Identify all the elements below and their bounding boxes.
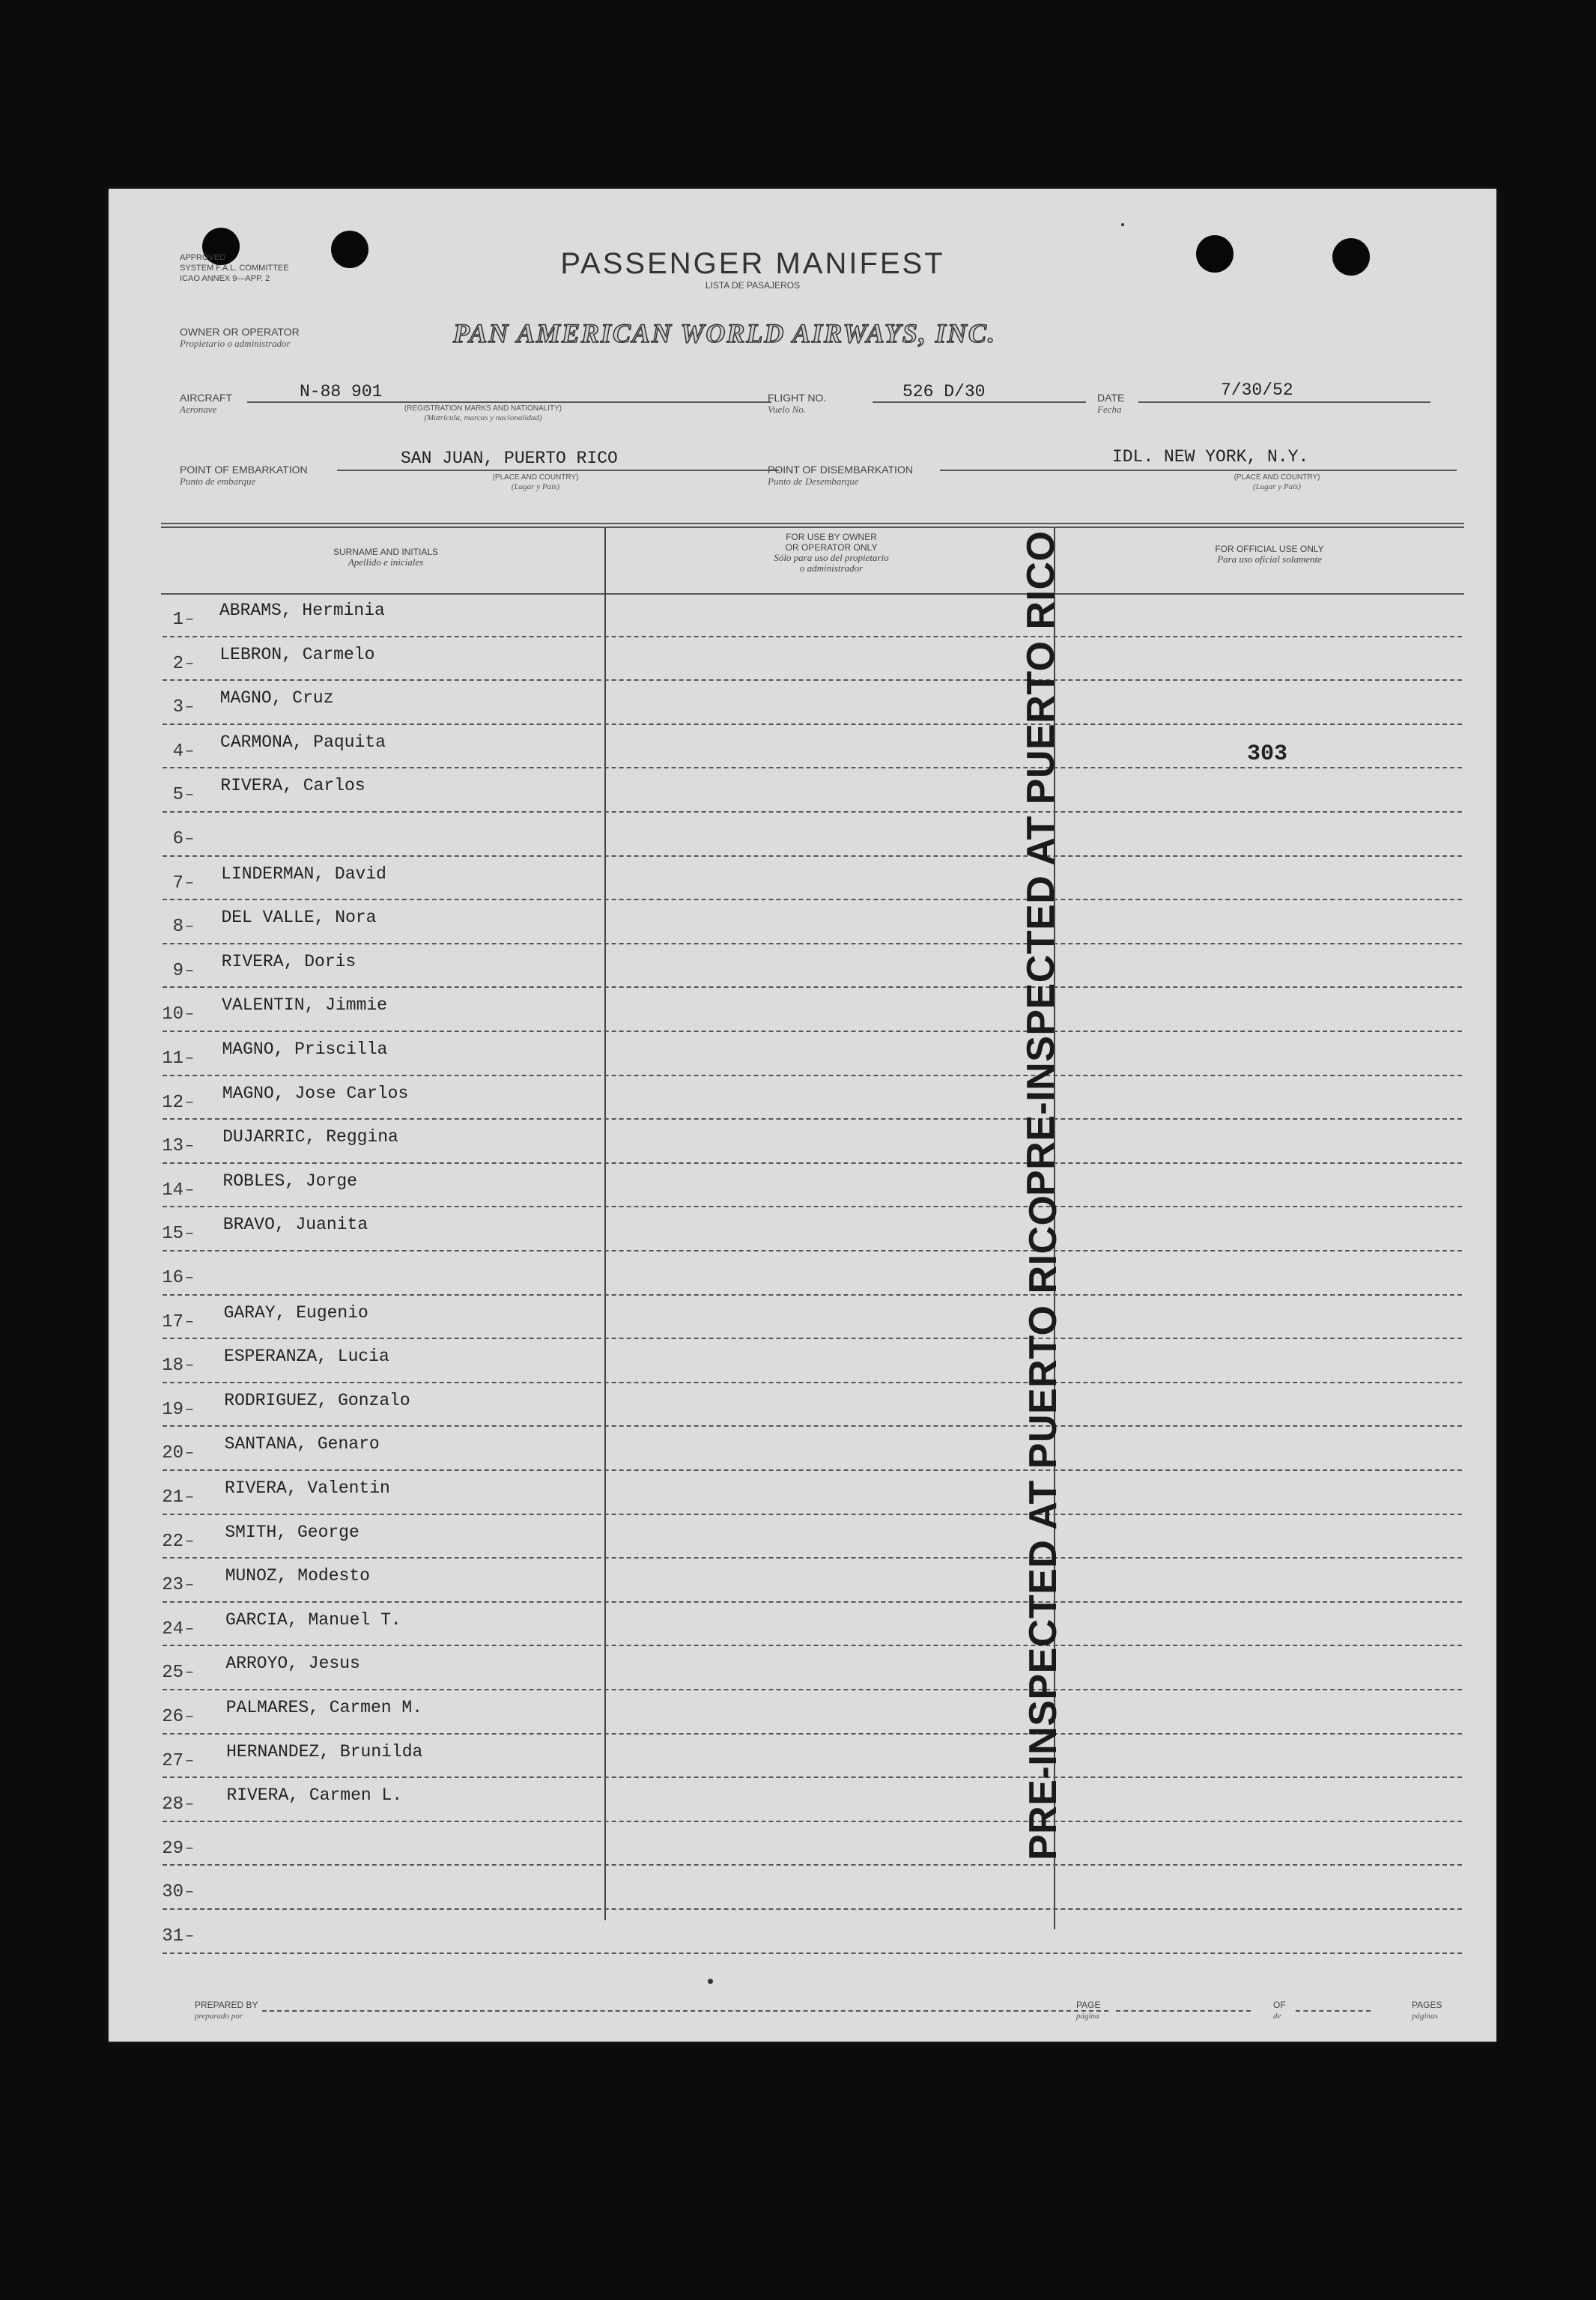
- passenger-name: RODRIGUEZ, Gonzalo: [224, 1390, 410, 1410]
- aircraft-label-es: Aeronave: [180, 404, 217, 415]
- row-number: 29: [162, 1838, 183, 1859]
- row-number: 18: [162, 1356, 183, 1377]
- owner-use-header-2: OR OPERATOR ONLY: [785, 542, 878, 553]
- row-number: 31: [162, 1926, 183, 1946]
- row-rule: [163, 1031, 1462, 1032]
- row-number-dash: –: [185, 786, 195, 804]
- row-number-dash: –: [185, 1796, 195, 1814]
- owner-label: [180, 327, 300, 349]
- row-number-dash: –: [185, 1357, 195, 1375]
- passenger-name: RIVERA, Carmen L.: [226, 1785, 403, 1806]
- row-rule: [163, 1075, 1462, 1076]
- official-column-header: [1060, 544, 1479, 565]
- row-number-dash: –: [185, 611, 195, 628]
- passenger-name: SMITH, George: [225, 1522, 359, 1542]
- disembarkation-label: [768, 464, 913, 487]
- row-number: 9: [172, 960, 183, 981]
- passenger-name: LINDERMAN, David: [221, 864, 386, 884]
- passenger-name: HERNANDEZ, Brunilda: [226, 1741, 423, 1762]
- row-rule: [163, 679, 1462, 681]
- row-number-dash: –: [185, 962, 195, 980]
- passenger-name: RIVERA, Doris: [221, 951, 356, 971]
- table-top-rule: [161, 523, 1464, 524]
- row-number-dash: –: [185, 1577, 195, 1594]
- row-number: 4: [172, 741, 183, 762]
- owner-label-es: Propietario o administrador: [180, 338, 291, 349]
- approval-line-1: APPROVED: [180, 253, 226, 262]
- passenger-name: GARCIA, Manuel T.: [225, 1609, 401, 1630]
- row-number: 10: [162, 1004, 183, 1025]
- owner-use-header-es-2: o administrador: [799, 562, 864, 574]
- official-header-en: FOR OFFICIAL USE ONLY: [1215, 544, 1324, 554]
- pre-inspected-stamp-1: PRE-INSPECTED AT PUERTO RICO: [1019, 530, 1063, 1196]
- row-number-dash: –: [185, 655, 195, 673]
- row-rule: [163, 723, 1462, 725]
- owner-use-header-es-1: Sólo para uso del propietario: [774, 552, 889, 563]
- punch-hole: [331, 231, 368, 268]
- owner-use-header-1: FOR USE BY OWNER: [786, 532, 877, 542]
- row-rule: [163, 1425, 1462, 1427]
- row-number-dash: –: [185, 1225, 195, 1243]
- row-rule: [163, 1645, 1462, 1646]
- row-number-dash: –: [185, 1489, 195, 1506]
- row-number: 12: [162, 1092, 183, 1113]
- row-number-dash: –: [185, 699, 195, 717]
- flight-label: [768, 392, 826, 415]
- row-rule: [163, 1601, 1462, 1603]
- row-rule: [163, 1514, 1462, 1515]
- prepared-by-line: [262, 2010, 1108, 2012]
- row-rule: [163, 1733, 1462, 1735]
- page-label-es: página: [1076, 2012, 1099, 2021]
- row-number: 24: [162, 1618, 183, 1639]
- row-number: 20: [162, 1443, 183, 1464]
- row-number-dash: –: [185, 1093, 195, 1111]
- of-line: [1296, 2010, 1371, 2012]
- row-rule: [163, 855, 1462, 857]
- aircraft-underline: [247, 401, 771, 403]
- row-number: 6: [172, 829, 183, 849]
- row-number: 25: [162, 1663, 183, 1684]
- flight-value: 526 D/30: [902, 382, 986, 401]
- row-rule: [163, 1821, 1462, 1822]
- row-rule: [163, 1776, 1462, 1778]
- row-rule: [163, 811, 1462, 813]
- punch-hole: [1196, 235, 1234, 273]
- row-rule: [163, 1338, 1462, 1339]
- table-header-rule: [161, 593, 1464, 595]
- page-label-en: PAGE: [1076, 2000, 1101, 2010]
- row-rule: [163, 943, 1462, 944]
- row-rule: [163, 1469, 1462, 1471]
- row-number: 15: [162, 1224, 183, 1245]
- passenger-name: MUNOZ, Modesto: [225, 1566, 370, 1586]
- embarkation-caption-es: (Lugar y País): [511, 482, 560, 491]
- passenger-name: PALMARES, Carmen M.: [225, 1698, 422, 1717]
- row-rule: [163, 1952, 1462, 1954]
- pre-inspected-stamp-2: PRE-INSPECTED AT PUERTO RICO: [1022, 1195, 1065, 1860]
- row-number-dash: –: [185, 874, 195, 892]
- page-line: [1116, 2010, 1251, 2012]
- row-rule: [163, 636, 1462, 637]
- disembarkation-caption: [1187, 473, 1367, 491]
- row-number-dash: –: [185, 1269, 195, 1287]
- aircraft-caption-en: (REGISTRATION MARKS AND NATIONALITY): [404, 404, 562, 413]
- passenger-name: ESPERANZA, Lucia: [223, 1347, 389, 1367]
- row-number-dash: –: [185, 831, 195, 848]
- page-label: [1076, 2000, 1100, 2022]
- passenger-name: MAGNO, Jose Carlos: [222, 1083, 409, 1103]
- disembarkation-label-es: Punto de Desembarque: [768, 476, 859, 487]
- prepared-by-en: PREPARED BY: [195, 2000, 258, 2010]
- row-number-dash: –: [185, 1401, 195, 1418]
- passenger-name: RIVERA, Carlos: [220, 776, 365, 796]
- row-rule: [163, 1162, 1462, 1164]
- aircraft-caption: [371, 404, 595, 422]
- pages-label: [1412, 2000, 1442, 2022]
- date-label-es: Fecha: [1097, 404, 1122, 415]
- row-number: 17: [162, 1311, 183, 1332]
- embarkation-caption: [446, 473, 625, 491]
- official-note: 303: [1247, 741, 1288, 767]
- row-number: 21: [162, 1487, 183, 1508]
- row-number: 3: [172, 697, 183, 718]
- owner-value: PAN AMERICAN WORLD AIRWAYS, INC.: [453, 318, 996, 348]
- passenger-name: CARMONA, Paquita: [220, 732, 386, 752]
- embarkation-label-es: Punto de embarque: [180, 476, 256, 487]
- flight-label-es: Vuelo No.: [768, 404, 807, 415]
- row-rule: [163, 1908, 1462, 1910]
- row-number: 13: [162, 1136, 183, 1157]
- passenger-name: DEL VALLE, Nora: [221, 908, 377, 928]
- row-number: 22: [162, 1531, 183, 1552]
- row-number: 28: [162, 1794, 183, 1815]
- row-rule: [163, 767, 1462, 768]
- row-number-dash: –: [185, 1708, 195, 1726]
- owner-label-en: OWNER OR OPERATOR: [180, 326, 300, 338]
- row-number-dash: –: [185, 1050, 195, 1067]
- row-number: 2: [172, 653, 183, 674]
- row-rule: [163, 1864, 1462, 1866]
- disembarkation-caption-en: (PLACE AND COUNTRY): [1234, 473, 1320, 482]
- row-number: 5: [172, 785, 183, 806]
- row-number-dash: –: [185, 1928, 195, 1945]
- prepared-by-label: [195, 2000, 258, 2022]
- approval-line-2: SYSTEM F.A.L. COMMITTEE: [180, 264, 289, 273]
- row-number-dash: –: [185, 1752, 195, 1770]
- row-number-dash: –: [185, 1532, 195, 1550]
- passenger-name: ARROYO, Jesus: [225, 1654, 360, 1674]
- row-number-dash: –: [185, 742, 195, 760]
- row-number: 11: [162, 1049, 183, 1069]
- embarkation-value: SAN JUAN, PUERTO RICO: [401, 449, 618, 468]
- row-number: 1: [172, 610, 183, 630]
- embarkation-label-en: POINT OF EMBARKATION: [180, 464, 308, 476]
- row-number-dash: –: [185, 1839, 195, 1857]
- disembarkation-label-en: POINT OF DISEMBARKATION: [768, 464, 913, 476]
- surname-header-en: SURNAME AND INITIALS: [333, 547, 439, 557]
- punch-hole: [1332, 238, 1370, 276]
- pages-label-es: páginas: [1412, 2012, 1438, 2021]
- passenger-name: SANTANA, Genaro: [224, 1434, 380, 1454]
- disembarkation-underline: [940, 470, 1457, 471]
- ink-dot: [1121, 223, 1124, 226]
- row-rule: [163, 1294, 1462, 1296]
- page-subtitle: LISTA DE PASAJEROS: [705, 280, 801, 291]
- date-label-en: DATE: [1097, 392, 1125, 404]
- page-title: PASSENGER MANIFEST: [560, 247, 945, 280]
- date-value: 7/30/52: [1221, 380, 1293, 400]
- row-rule: [163, 899, 1462, 900]
- row-number-dash: –: [185, 1181, 195, 1199]
- passenger-name: MAGNO, Priscilla: [222, 1040, 388, 1059]
- passenger-name: LEBRON, Carmelo: [219, 644, 375, 664]
- row-number: 19: [162, 1399, 183, 1420]
- pages-label-en: PAGES: [1412, 2000, 1442, 2010]
- passenger-name: DUJARRIC, Reggina: [222, 1127, 398, 1147]
- of-label: [1273, 2000, 1286, 2022]
- passenger-name: BRAVO, Juanita: [222, 1215, 368, 1235]
- row-number: 16: [162, 1268, 183, 1288]
- of-label-en: OF: [1273, 2000, 1286, 2010]
- official-header-es: Para uso oficial solamente: [1217, 553, 1322, 565]
- row-rule: [163, 1689, 1462, 1690]
- row-number-dash: –: [185, 1884, 195, 1902]
- aircraft-value: N-88 901: [300, 382, 383, 401]
- aircraft-label-en: AIRCRAFT: [180, 392, 232, 404]
- embarkation-underline: [337, 470, 779, 471]
- row-number-dash: –: [185, 918, 195, 936]
- row-rule: [163, 1206, 1462, 1207]
- aircraft-caption-es: (Matrícula, marcas y nacionalidad): [424, 413, 542, 422]
- aircraft-label: [180, 392, 232, 415]
- embarkation-label: [180, 464, 308, 487]
- flight-label-en: FLIGHT NO.: [768, 392, 827, 404]
- flight-underline: [873, 401, 1086, 403]
- row-number-dash: –: [185, 1138, 195, 1156]
- row-number-dash: –: [185, 1620, 195, 1638]
- row-number: 30: [162, 1882, 183, 1903]
- manifest-sheet: [109, 189, 1496, 2042]
- table-top-rule-2: [161, 527, 1464, 528]
- passenger-name: MAGNO, Cruz: [219, 688, 334, 708]
- row-number: 23: [162, 1575, 183, 1596]
- of-label-es: de: [1273, 2012, 1281, 2021]
- passenger-name: RIVERA, Valentin: [225, 1478, 390, 1498]
- owner-use-column-header: [610, 532, 1052, 574]
- row-number: 26: [162, 1707, 183, 1727]
- row-number-dash: –: [185, 1006, 195, 1024]
- approval-line-3: ICAO ANNEX 9—APP. 2: [180, 274, 270, 283]
- date-underline: [1138, 401, 1430, 403]
- row-number-dash: –: [185, 1445, 195, 1463]
- row-number: 27: [162, 1750, 183, 1771]
- surname-column-header: [169, 547, 603, 568]
- passenger-name: GARAY, Eugenio: [223, 1302, 368, 1323]
- row-number-dash: –: [185, 1313, 195, 1331]
- passenger-name: VALENTIN, Jimmie: [222, 995, 387, 1016]
- passenger-name: ROBLES, Jorge: [222, 1171, 357, 1191]
- column-divider-1: [604, 527, 606, 1920]
- row-number: 8: [172, 917, 183, 938]
- row-rule: [163, 1118, 1462, 1120]
- row-number: 14: [162, 1180, 183, 1201]
- date-label: [1097, 392, 1124, 415]
- surname-header-es: Apellido e iniciales: [348, 556, 424, 568]
- row-number-dash: –: [185, 1664, 195, 1682]
- row-rule: [163, 1382, 1462, 1383]
- embarkation-caption-en: (PLACE AND COUNTRY): [492, 473, 579, 482]
- prepared-by-es: preparado por: [195, 2012, 243, 2021]
- ink-dot: [708, 1979, 713, 1984]
- disembarkation-caption-es: (Lugar y País): [1252, 482, 1302, 491]
- row-number: 7: [172, 873, 183, 893]
- row-rule: [163, 1250, 1462, 1251]
- passenger-name: ABRAMS, Herminia: [219, 601, 385, 620]
- row-rule: [163, 986, 1462, 988]
- disembarkation-value: IDL. NEW YORK, N.Y.: [1112, 447, 1309, 467]
- row-rule: [163, 1557, 1462, 1559]
